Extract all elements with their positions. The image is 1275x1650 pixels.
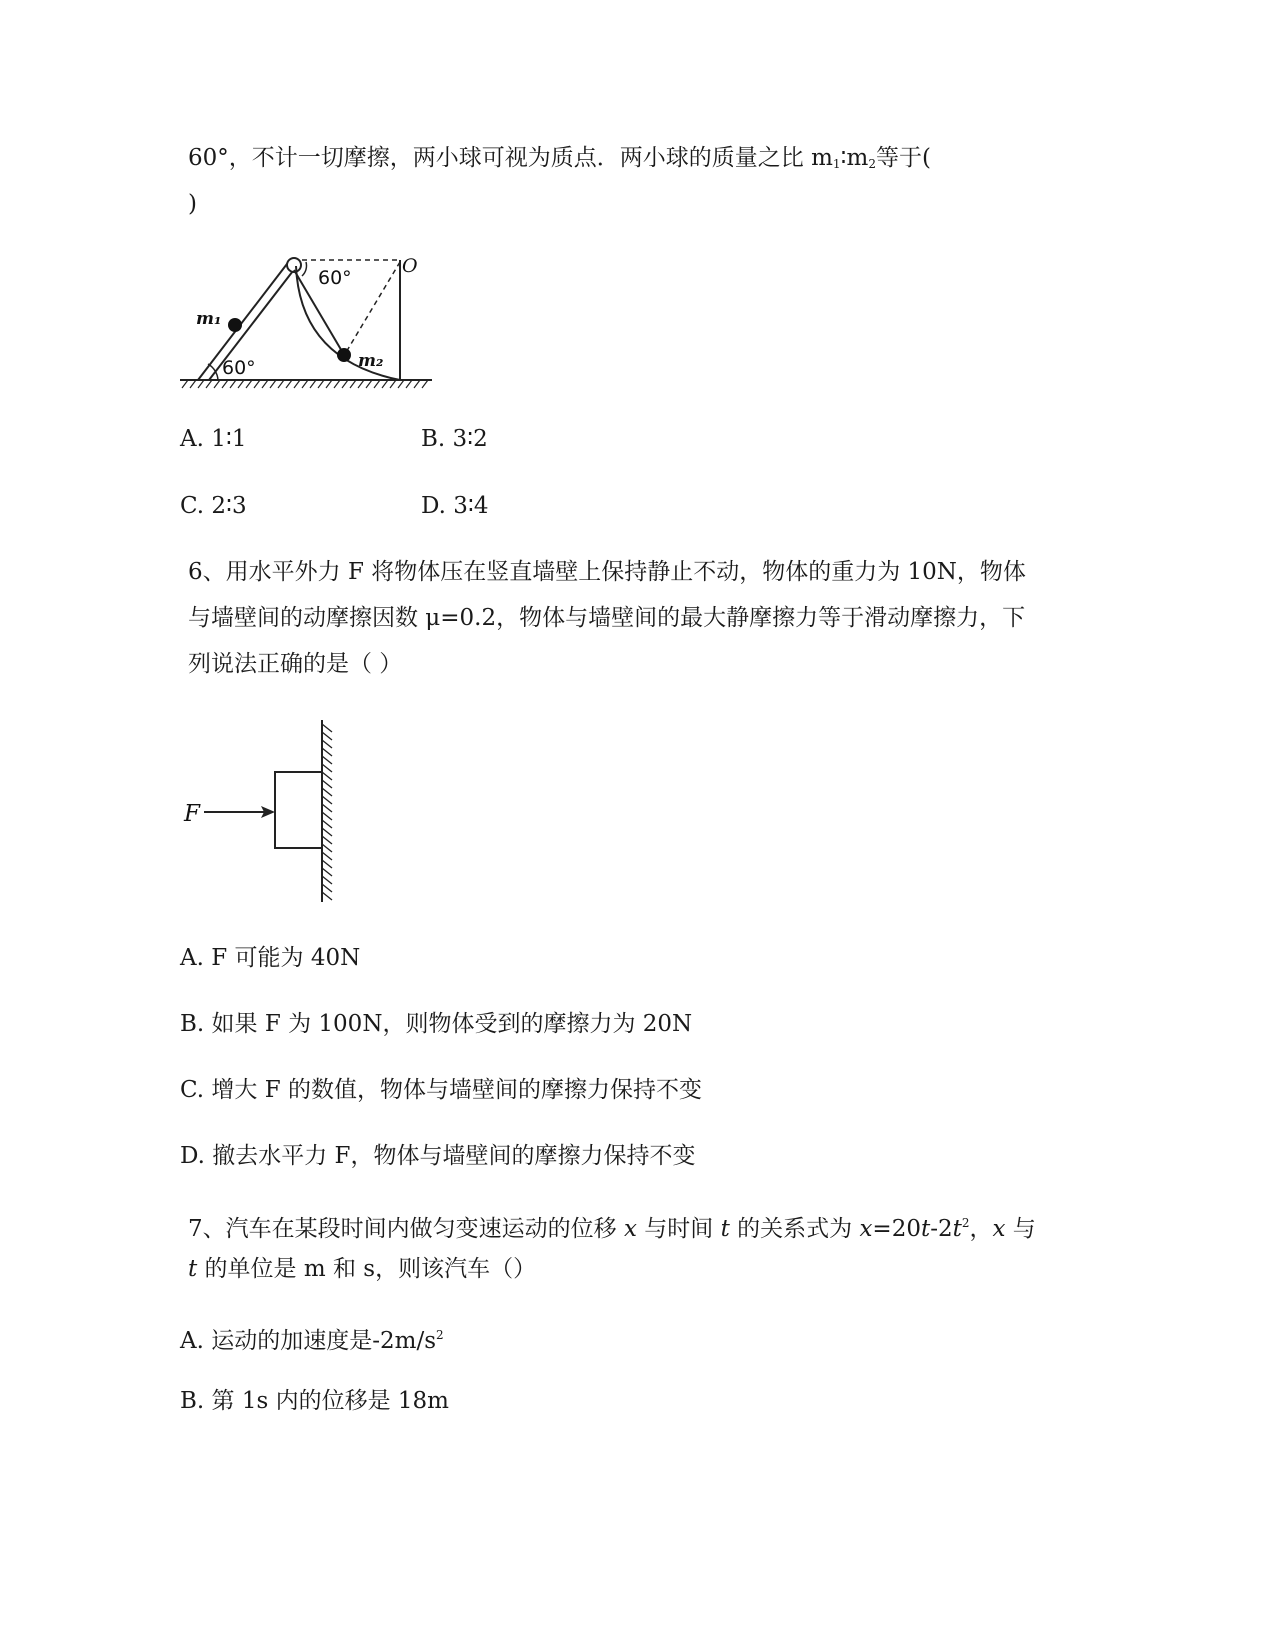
q6-option-a: A. F 可能为 40N bbox=[180, 945, 361, 971]
wall-hatching bbox=[322, 724, 332, 900]
block-box bbox=[275, 772, 322, 848]
q6-wall-figure bbox=[180, 720, 340, 906]
pulley-icon bbox=[287, 258, 301, 272]
label-m2: m₂ bbox=[358, 351, 384, 371]
q6-stem-line3: 列说法正确的是（ ） bbox=[188, 651, 403, 677]
label-angle-bottom: 60° bbox=[222, 357, 256, 379]
q6-option-d: D. 撤去水平力 F，物体与墙壁间的摩擦力保持不变 bbox=[180, 1143, 696, 1169]
q5-option-a: A. 1∶1 bbox=[180, 426, 247, 452]
q5-option-d: D. 3∶4 bbox=[421, 493, 489, 519]
q5-option-b: B. 3∶2 bbox=[421, 426, 488, 452]
q5-stem-line2: ) bbox=[188, 191, 197, 217]
q6-option-b: B. 如果 F 为 100N，则物体受到的摩擦力为 20N bbox=[180, 1011, 693, 1037]
label-m1: m₁ bbox=[196, 309, 222, 329]
ball-m1-icon bbox=[228, 318, 242, 332]
q6-stem-line1: 6、用水平外力 F 将物体压在竖直墙壁上保持静止不动，物体的重力为 10N，物体 bbox=[188, 559, 1026, 585]
q7-option-b: B. 第 1s 内的位移是 18m bbox=[180, 1388, 449, 1414]
q5-stem-line1: 60°，不计一切摩擦，两小球可视为质点．两小球的质量之比 $m_1∶m_2$等于( bbox=[188, 145, 931, 171]
q7-option-a: A. 运动的加速度是$-2m/s^2$ bbox=[180, 1328, 444, 1354]
q7-stem-line1: 7、汽车在某段时间内做匀变速运动的位移 x 与时间 t 的关系式为 $x=20t-2t^2$，x 与 bbox=[188, 1216, 1036, 1242]
angle-arc-top bbox=[302, 262, 307, 276]
q7-stem-line2: t 的单位是 m 和 s，则该汽车（） bbox=[188, 1256, 537, 1282]
q6-option-c: C. 增大 F 的数值，物体与墙壁间的摩擦力保持不变 bbox=[180, 1077, 702, 1103]
q6-stem-line2: 与墙壁间的动摩擦因数 μ=0.2，物体与墙壁间的最大静摩擦力等于滑动摩擦力，下 bbox=[188, 605, 1026, 631]
ground-hatching bbox=[182, 380, 428, 388]
label-O: O bbox=[402, 255, 418, 277]
q5-incline-figure bbox=[178, 252, 438, 394]
ball-m2-icon bbox=[337, 348, 351, 362]
dashed-radius bbox=[345, 262, 400, 354]
label-angle-top: 60° bbox=[318, 267, 352, 289]
label-F: F bbox=[184, 801, 200, 827]
q5-option-c: C. 2∶3 bbox=[180, 493, 247, 519]
